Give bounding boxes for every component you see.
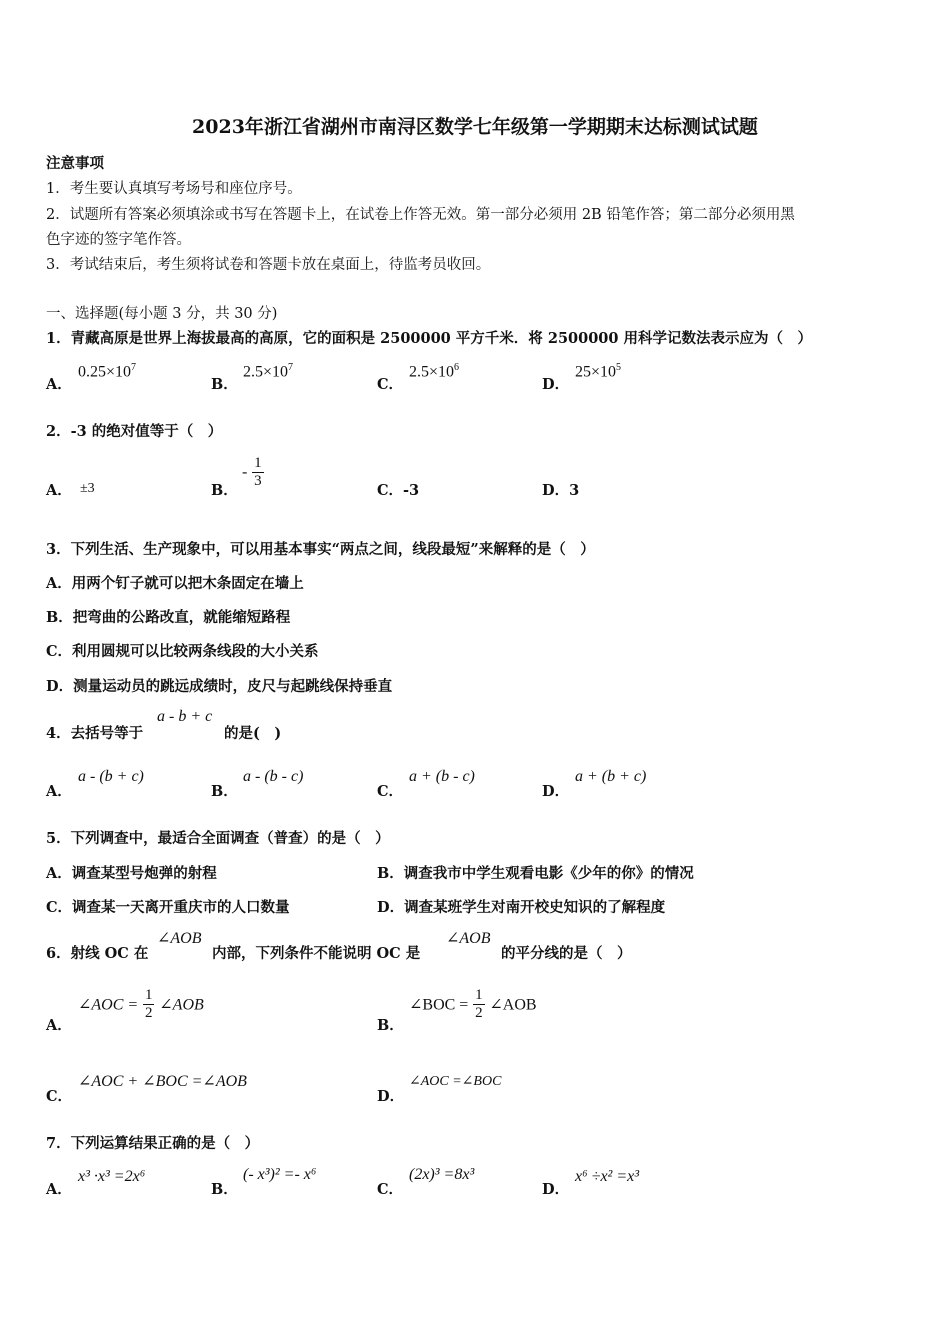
q7-option-a-math: x³ ·x³ =2x⁶ — [78, 1168, 146, 1185]
q3-option-b: B．把弯曲的公路改直，就能缩短路程 — [46, 609, 291, 626]
question-6-stem: 6．射线 OC 在 — [46, 945, 149, 962]
q6-option-c: C． — [46, 1088, 73, 1105]
q5-option-b: B．调查我市中学生观看电影《少年的你》的情况 — [377, 865, 694, 882]
q2-option-b-math: - $\frac{1}{3}$ — [242, 455, 262, 489]
q5-option-d: D．调查某班学生对南开校史知识的了解程度 — [377, 899, 666, 916]
q2-option-a: A． — [46, 482, 72, 499]
q6-angle-1: ∠AOB — [157, 930, 202, 947]
q1-option-a-math: $0.25\times 10^7$ — [78, 362, 137, 381]
q4-option-a-math: a - (b + c) — [78, 768, 144, 785]
question-3-stem: 3．下列生活、生产现象中，可以用基本事实“两点之间，线段最短”来解释的是（ ） — [46, 541, 595, 558]
notice-item: 色字迹的签字笔作答。 — [46, 232, 191, 248]
q7-option-c: C． — [377, 1181, 404, 1198]
q2-option-c: C．-3 — [377, 482, 420, 499]
question-6-stem-end: 的平分线的是（ ） — [501, 945, 632, 962]
q7-option-b: B． — [211, 1181, 238, 1198]
q1-option-d-math: $25\times 10^5$ — [575, 362, 622, 381]
q7-option-d: D． — [542, 1181, 570, 1198]
q2-option-d: D．3 — [542, 482, 580, 499]
question-4-stem: 4．去括号等于 — [46, 725, 144, 742]
q2-option-a-math: ±3 — [80, 481, 95, 496]
q1-option-b: B． — [211, 376, 238, 393]
q7-option-c-math: (2x)³ =8x³ — [409, 1166, 475, 1183]
q4-option-b-math: a - (b - c) — [243, 768, 304, 785]
q6-option-a: A． — [46, 1017, 72, 1034]
q1-option-c-math: $2.5\times 10^6$ — [409, 362, 460, 381]
q2-option-b: B． — [211, 482, 238, 499]
q5-option-c: C．调查某一天离开重庆市的人口数量 — [46, 899, 290, 916]
q1-option-b-math: $2.5\times 10^7$ — [243, 362, 294, 381]
q4-option-b: B． — [211, 783, 238, 800]
q1-option-a: A． — [46, 376, 72, 393]
question-6-stem-mid: 内部，下列条件不能说明 OC 是 — [212, 945, 421, 962]
q1-option-c: C． — [377, 376, 404, 393]
q7-option-a: A． — [46, 1181, 72, 1198]
q4-option-d-math: a + (b + c) — [575, 768, 647, 785]
question-2-stem: 2．-3 的绝对值等于（ ） — [46, 423, 223, 440]
q4-option-c: C． — [377, 783, 404, 800]
q6-option-d: D． — [377, 1088, 405, 1105]
q6-option-b-math: ∠BOC = $\frac{1}{2}$ ∠AOB — [409, 987, 537, 1021]
question-7-stem: 7．下列运算结果正确的是（ ） — [46, 1135, 260, 1152]
q6-option-b: B． — [377, 1017, 404, 1034]
q6-option-d-math: ∠AOC =∠BOC — [409, 1074, 502, 1089]
q4-option-c-math: a + (b - c) — [409, 768, 475, 785]
notice-item: 1．考生要认真填写考场号和座位序号。 — [46, 181, 302, 197]
q6-option-a-math: ∠AOC = $\frac{1}{2}$ ∠AOB — [78, 987, 204, 1021]
question-5-stem: 5．下列调查中，最适合全面调查（普查）的是（ ） — [46, 830, 390, 847]
q1-option-d: D． — [542, 376, 570, 393]
notice-item: 3．考试结束后，考生须将试卷和答题卡放在桌面上，待监考员收回。 — [46, 257, 491, 273]
q3-option-d: D．测量运动员的跳远成绩时，皮尺与起跳线保持垂直 — [46, 678, 393, 695]
question-4-stem-end: 的是( ) — [224, 725, 282, 742]
q5-option-a: A．调查某型号炮弹的射程 — [46, 865, 217, 882]
notice-heading: 注意事项 — [46, 155, 104, 172]
q4-option-d: D． — [542, 783, 570, 800]
section-heading: 一、选择题(每小题 3 分，共 30 分) — [46, 306, 278, 322]
page-title: 2023年浙江省湖州市南浔区数学七年级第一学期期末达标测试试题 — [192, 116, 758, 138]
q3-option-c: C．利用圆规可以比较两条线段的大小关系 — [46, 643, 319, 660]
q4-expression: a - b + c — [157, 708, 213, 725]
q7-option-b-math: (- x³)² =- x⁶ — [243, 1166, 317, 1183]
q6-option-c-math: ∠AOC + ∠BOC =∠AOB — [78, 1073, 247, 1090]
notice-item: 2．试题所有答案必须填涂或书写在答题卡上，在试卷上作答无效。第一部分必须用 2B 铅笔作答；第二部分必须用黑 — [46, 207, 795, 223]
q7-option-d-math: x⁶ ÷x² =x³ — [575, 1168, 640, 1185]
q3-option-a: A．用两个钉子就可以把木条固定在墙上 — [46, 575, 304, 592]
q4-option-a: A． — [46, 783, 72, 800]
q6-angle-2: ∠AOB — [446, 930, 491, 947]
question-1-stem: 1．青藏高原是世界上海拔最高的高原，它的面积是 2500000 平方千米．将 2500000 用科学记数法表示应为（ ） — [46, 330, 813, 347]
